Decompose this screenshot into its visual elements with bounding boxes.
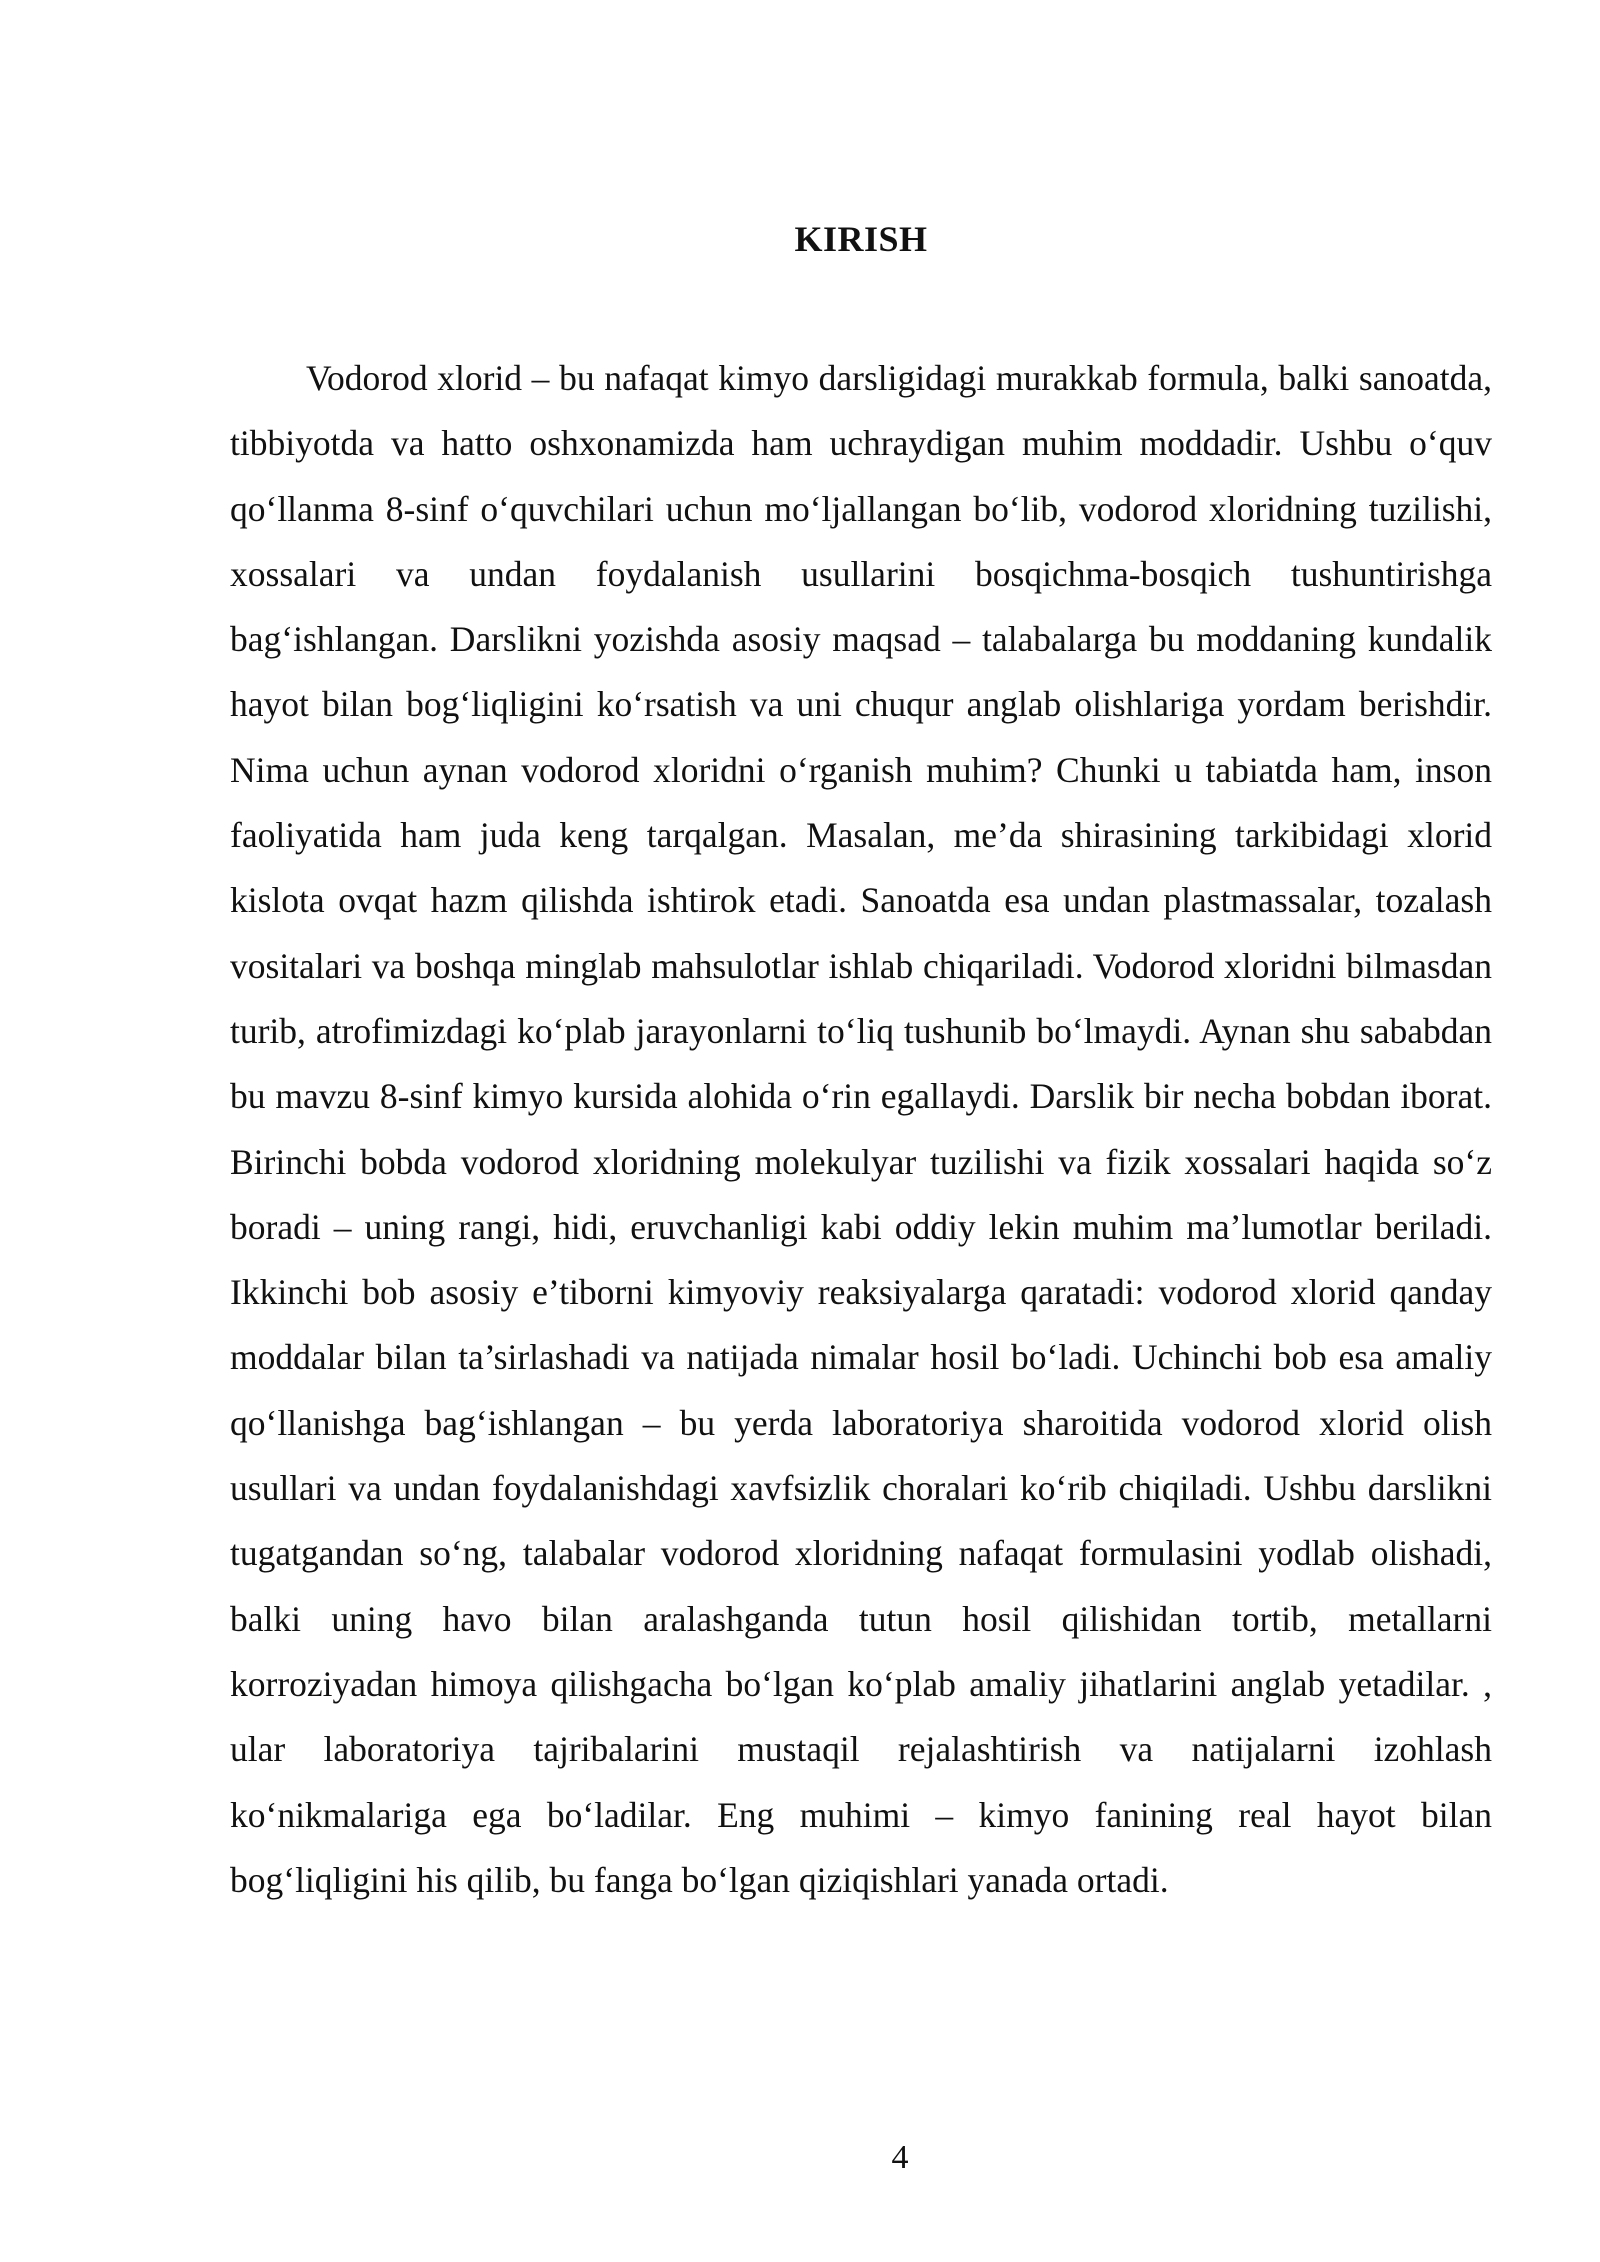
page-title: KIRISH [794,219,928,259]
body-paragraph: Vodorod xlorid – bu nafaqat kimyo darsligidagi murakkab formula, balki sanoatda, tibbiyotda va hatto oshxonamizda ham uchraydigan muhim moddadir. Ushbu o‘quv qo‘llanma 8-sinf o‘quvchilari uchun mo‘ljallangan bo‘lib, vodorod xloridning tuzilishi, xossalari va undan foydalanish usullarini bosqichma-bosqich tushuntirishga bag‘ishlangan. Darslikni yozishda asosiy maqsad – talabalarga bu moddaning kundalik hayot bilan bog‘liqligini ko‘rsatish va uni chuqur anglab olishlariga yordam berishdir. Nima uchun aynan vodorod xloridni o‘rganish muhim? Chunki u tabiatda ham, inson faoliyatida ham juda keng tarqalgan. Masalan, me’da shirasining tarkibidagi xlorid kislota ovqat hazm qilishda ishtirok etadi. Sanoatda esa undan plastmassalar, tozalash vositalari va boshqa minglab mahsulotlar ishlab chiqariladi. Vodorod xloridni bilmasdan turib, atrofimizdagi ko‘plab jarayonlarni to‘liq tushunib bo‘lmaydi. Aynan shu sababdan bu mavzu 8-sinf kimyo kursida alohida o‘rin egallaydi. Darslik bir necha bobdan iborat. Birinchi bobda vodorod xloridning molekulyar tuzilishi va fizik xossalari haqida so‘z boradi – uning rangi, hidi, eruvchanligi kabi oddiy lekin muhim ma’lumotlar beriladi. Ikkinchi bob asosiy e’tiborni kimyoviy reaksiyalarga qaratadi: vodorod xlorid qanday moddalar bilan ta’sirlashadi va natijada nimalar hosil bo‘ladi. Uchinchi bob esa amaliy qo‘llanishga bag‘ishlangan – bu yerda laboratoriya sharoitida vodorod xlorid olish usullari va undan foydalanishdagi xavfsizlik choralari ko‘rib chiqiladi. Ushbu darslikni tugatgandan so‘ng, talabalar vodorod xloridning nafaqat formulasini yodlab olishadi, balki uning havo bilan aralashganda tutun hosil qilishidan tortib, metallarni korroziyadan himoya qilishgacha bo‘lgan ko‘plab amaliy jihatlarini anglab yetadilar. , ular laboratoriya tajribalarini mustaqil rejalashtirish va natijalarni izohlash ko‘nikmalariga ega bo‘ladilar. Eng muhimi – kimyo fanining real hayot bilan bog‘liqligini his qilib, bu fanga bo‘lgan qiziqishlari yanada ortadi. [230,358,1492,1900]
page-number: 4 [891,2139,909,2176]
